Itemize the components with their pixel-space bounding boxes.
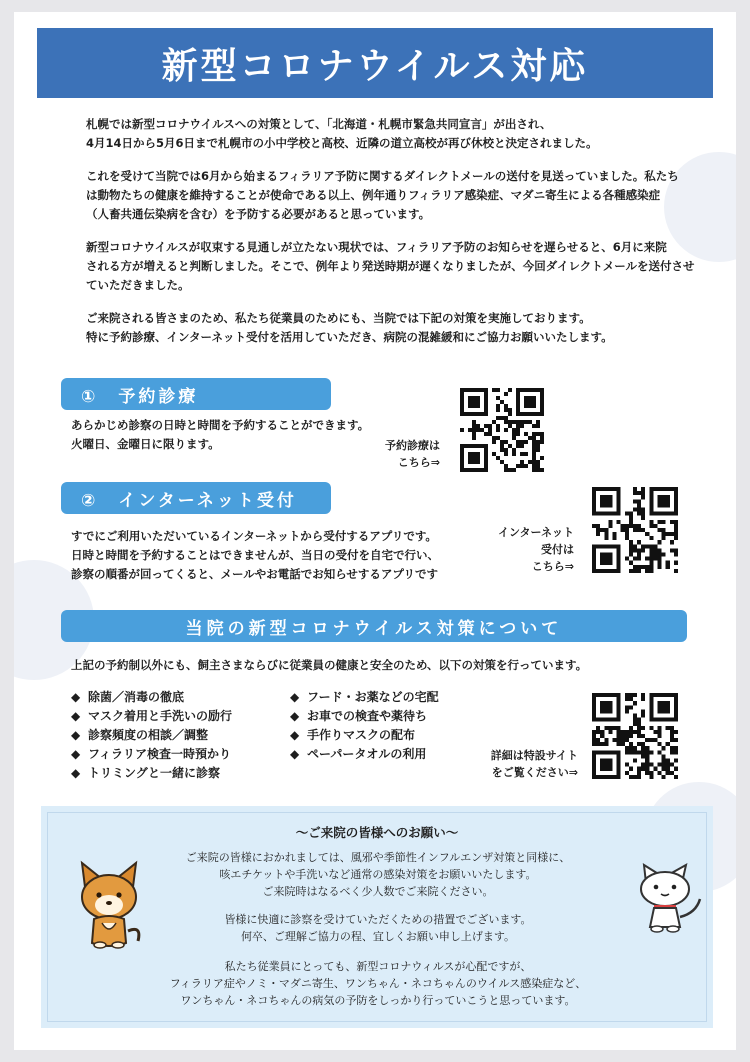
special-site-qr-caption: 詳細は特設サイト をご覧ください⇒ — [490, 749, 578, 779]
request-notice-box — [41, 806, 713, 1028]
list-item: ◆ トリミングと一緒に診察 — [71, 764, 232, 783]
list-item: ◆ 除菌／消毒の徹底 — [71, 688, 232, 707]
flyer-page — [14, 12, 736, 1050]
request-notice-border — [47, 812, 707, 1022]
intro-paragraph: 札幌では新型コロナウイルスへの対策として、「北海道・札幌市緊急共同宣言」が出され、 4月14日から5月6日まで札幌市の小中学校と高校、近隣の道立高校が再び休校と決定されました。 — [86, 117, 598, 150]
reservation-description: あらかじめ診察の日時と時間を予約することができます。 火曜日、金曜日に限ります。 — [71, 418, 370, 451]
white-cat-illustration-icon — [630, 863, 708, 937]
internet-reception-qr-caption: インターネット 受付は こちら⇒ — [497, 526, 574, 573]
diamond-bullet-icon: ◆ — [71, 728, 81, 742]
measures-list-right — [290, 688, 439, 764]
diamond-bullet-icon: ◆ — [71, 766, 81, 780]
reservation-qr-code[interactable] — [460, 388, 544, 472]
internet-reception-description: すでにご利用いただいているインターネットから受付するアプリです。 日時と時間を予約することはできませんが、当日の受付を自宅で行い、 診察の順番が回ってくると、メールやお電話でお知らせするアプリです — [71, 529, 439, 581]
diamond-bullet-icon: ◆ — [290, 709, 300, 723]
diamond-bullet-icon: ◆ — [71, 709, 81, 723]
diamond-bullet-icon: ◆ — [71, 747, 81, 761]
section-heading-internet-reception: ② インターネット受付 — [61, 482, 331, 514]
list-item: ◆ ペーパータオルの利用 — [290, 745, 439, 764]
list-item: ◆ 診察頻度の相談／調整 — [71, 726, 232, 745]
request-paragraph: 私たち従業員にとっても、新型コロナウィルスが心配ですが、 フィラリア症やノミ・マダニ寄生、ワンちゃん・ネコちゃんのウイルス感染症など、 ワンちゃん・ネコちゃんの病気の予防をしっかり行っていこうと思っています。 — [169, 960, 587, 1007]
special-site-qr-code[interactable] — [592, 693, 678, 779]
diamond-bullet-icon: ◆ — [71, 690, 81, 704]
list-item: ◆ お車での検査や薬待ち — [290, 707, 439, 726]
intro-text — [86, 115, 706, 361]
request-paragraph: ご来院の皆様におかれましては、風邪や季節性インフルエンザ対策と同様に、 咳エチケットや手洗いなど通常の感染対策をお願いいたします。 ご来院時はなるべく少人数でご来院ください。 — [185, 851, 571, 898]
reservation-qr-caption: 予約診療は こちら⇒ — [385, 439, 440, 469]
intro-paragraph: 新型コロナウイルスが収束する見通しが立たない現状では、フィラリア予防のお知らせを遅らせると、6月に来院 される方が増えると判断しました。そこで、例年より発送時期が遅くなりましたが、今回ダイレクトメールを送付させ ていただきました。 — [86, 240, 695, 292]
covid-measures-description: 上記の予約制以外にも、飼主さまならびに従業員の健康と安全のため、以下の対策を行っています。 — [71, 658, 588, 672]
measures-list-left — [71, 688, 232, 783]
internet-reception-qr-code[interactable] — [592, 487, 678, 573]
section-heading-covid-measures: 当院の新型コロナウイルス対策について — [61, 610, 687, 642]
shiba-dog-illustration-icon — [72, 855, 146, 951]
list-item: ◆ マスク着用と手洗いの励行 — [71, 707, 232, 726]
intro-paragraph: これを受けて当院では6月から始まるフィラリア予防に関するダイレクトメールの送付を見送っていました。私たち は動物たちの健康を維持することが使命である以上、例年通りフィラリア感染症、マダニ寄生による各種感染症 （人畜共通伝染病を含む）を予防する必要があると思っています。 — [86, 169, 679, 221]
list-item: ◆ フード・お薬などの宅配 — [290, 688, 439, 707]
request-heading: ～ご来院の皆様へのお願い～ — [295, 825, 459, 840]
diamond-bullet-icon: ◆ — [290, 747, 300, 761]
diamond-bullet-icon: ◆ — [290, 728, 300, 742]
section-heading-reservation: ① 予約診療 — [61, 378, 331, 410]
list-item: ◆ フィラリア検査一時預かり — [71, 745, 232, 764]
diamond-bullet-icon: ◆ — [290, 690, 300, 704]
intro-paragraph: ご来院される皆さまのため、私たち従業員のためにも、当院では下記の対策を実施しております。 特に予約診療、インターネット受付を活用していただき、病院の混雑緩和にご協力お願いいたします。 — [86, 311, 613, 344]
list-item: ◆ 手作りマスクの配布 — [290, 726, 439, 745]
request-paragraph: 皆様に快適に診察を受けていただくための措置でございます。 何卒、ご理解ご協力の程、宜しくお願い申し上げます。 — [224, 913, 532, 943]
page-title: 新型コロナウイルス対応 — [37, 28, 713, 98]
